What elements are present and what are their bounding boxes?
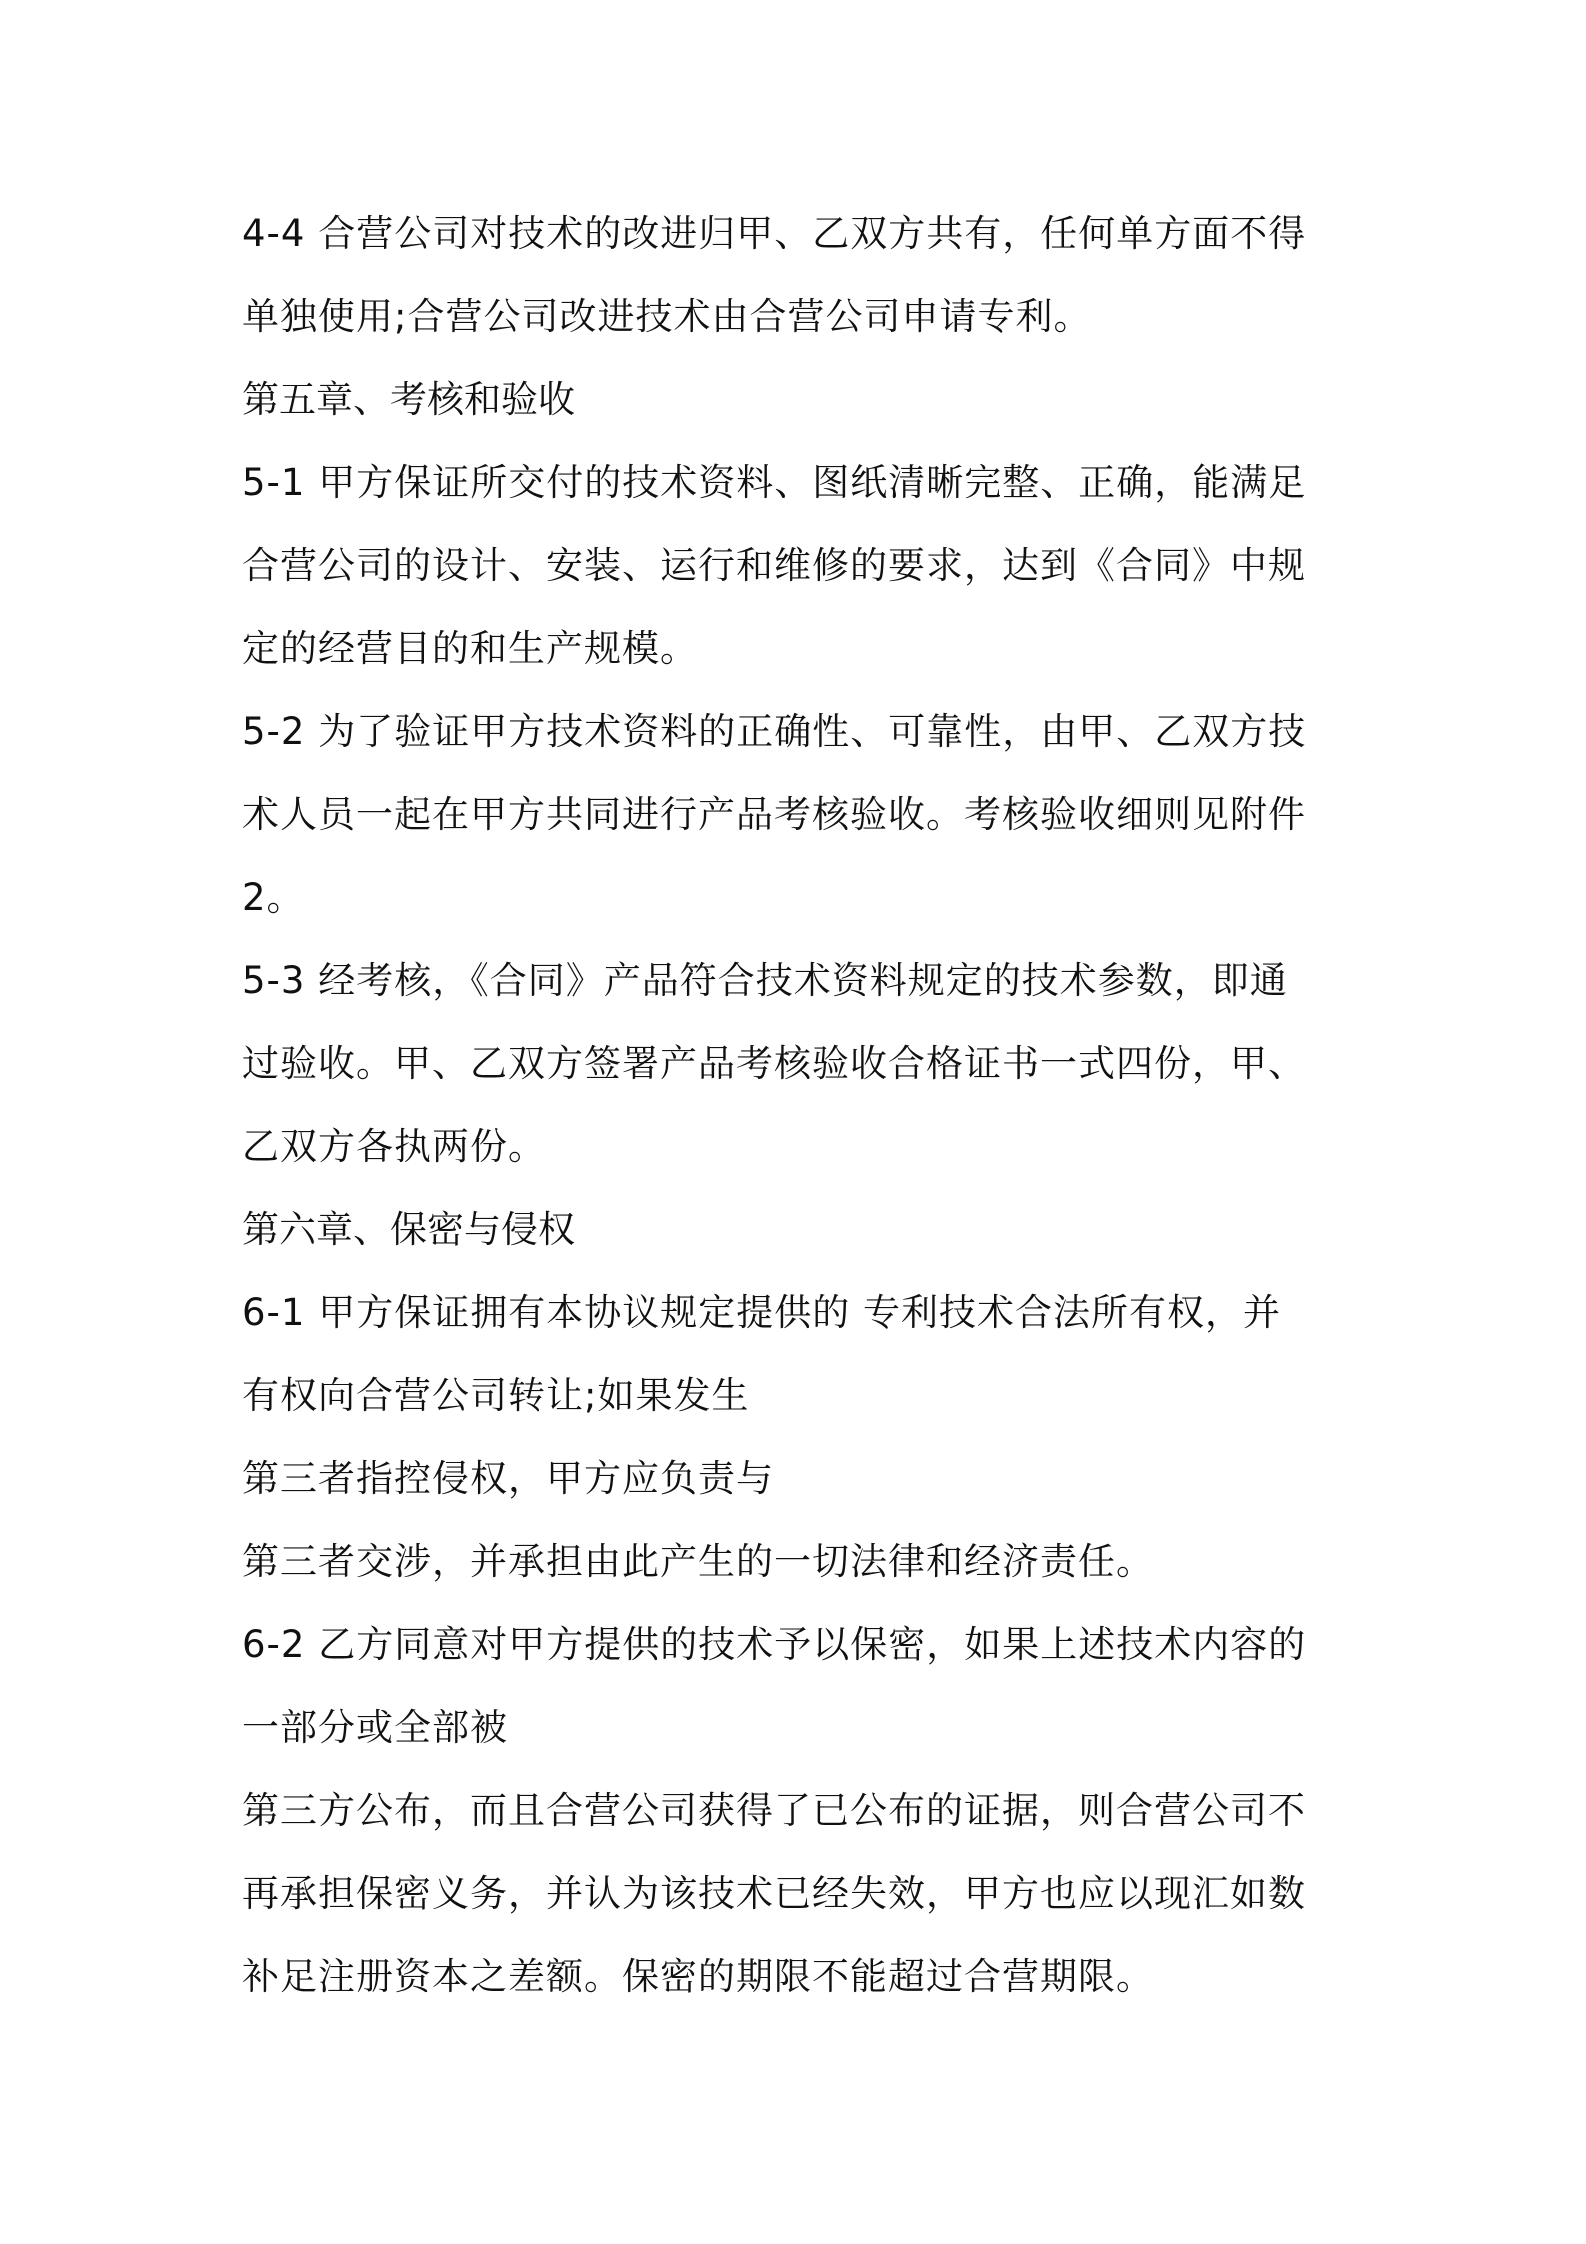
clause-5-3-line-3: 乙双方各执两份。 <box>242 1125 546 1168</box>
clause-6-1-line-4: 第三者交涉，并承担由此产生的一切法律和经济责任。 <box>242 1540 1154 1583</box>
clause-5-3-line-1: 5-3 经考核，《合同》产品符合技术资料规定的技术参数，即通 <box>242 959 1288 1002</box>
clause-6-2-line-5: 补足注册资本之差额。保密的期限不能超过合营期限。 <box>242 1955 1154 1998</box>
clause-6-1-line-3: 第三者指控侵权，甲方应负责与 <box>242 1457 774 1500</box>
chapter-6-heading: 第六章、保密与侵权 <box>242 1208 575 1251</box>
clause-6-1-line-2: 有权向合营公司转让;如果发生 <box>242 1374 750 1417</box>
clause-5-1-line-1: 5-1 甲方保证所交付的技术资料、图纸清晰完整、正确，能满足 <box>242 461 1307 504</box>
clause-5-2-line-1: 5-2 为了验证甲方技术资料的正确性、可靠性，由甲、乙双方技 <box>242 710 1307 753</box>
chapter-5-heading: 第五章、考核和验收 <box>242 378 575 421</box>
clause-6-2-line-3: 第三方公布，而且合营公司获得了已公布的证据，则合营公司不 <box>242 1789 1306 1832</box>
clause-6-2-line-4: 再承担保密义务，并认为该技术已经失效，甲方也应以现汇如数 <box>242 1872 1306 1915</box>
clause-4-4-line-2: 单独使用;合营公司改进技术由合营公司申请专利。 <box>242 295 1092 338</box>
clause-5-2-line-3: 2。 <box>242 876 305 919</box>
clause-5-1-line-3: 定的经营目的和生产规模。 <box>242 627 698 670</box>
clause-5-3-line-2: 过验收。甲、乙双方签署产品考核验收合格证书一式四份，甲、 <box>242 1042 1306 1085</box>
document-body <box>242 192 1362 2018</box>
clause-4-4-line-1: 4-4 合营公司对技术的改进归甲、乙双方共有，任何单方面不得 <box>242 212 1307 255</box>
clause-5-1-line-2: 合营公司的设计、安装、运行和维修的要求，达到《合同》中规 <box>242 544 1306 587</box>
clause-6-2-line-1: 6-2 乙方同意对甲方提供的技术予以保密，如果上述技术内容的 <box>242 1623 1307 1666</box>
clause-5-2-line-2: 术人员一起在甲方共同进行产品考核验收。考核验收细则见附件 <box>242 793 1306 836</box>
clause-6-2-line-2: 一部分或全部被 <box>242 1706 508 1749</box>
clause-6-1-line-1: 6-1 甲方保证拥有本协议规定提供的 专利技术合法所有权，并 <box>242 1291 1281 1334</box>
